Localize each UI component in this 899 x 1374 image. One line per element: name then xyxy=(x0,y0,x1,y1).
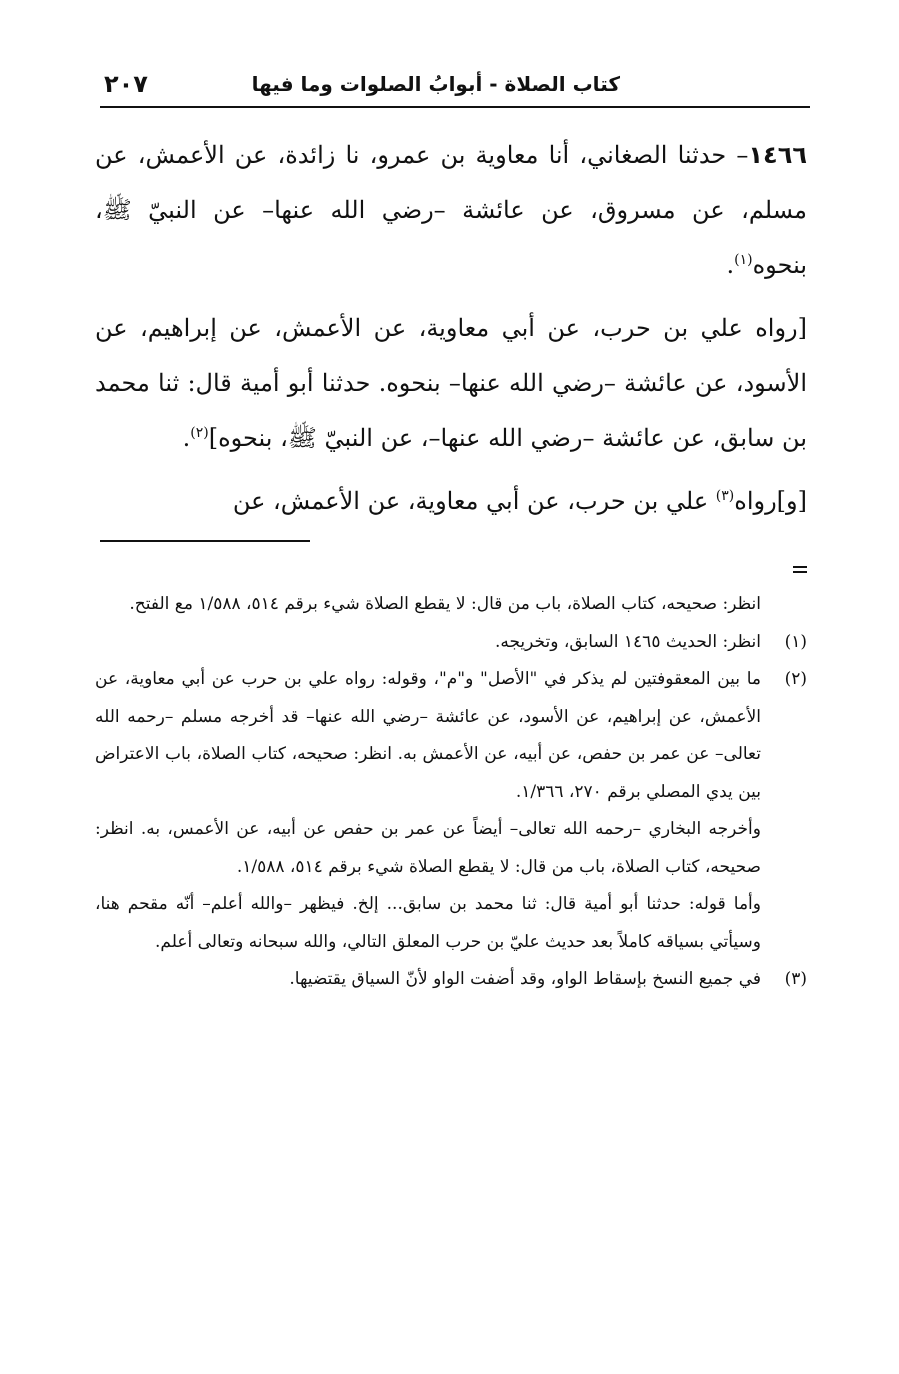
hadith-3-text: علي بن حرب، عن أبي معاوية، عن الأعمش، عن xyxy=(232,487,716,515)
hadith-paragraph-3 xyxy=(95,474,807,529)
footnote-2-number: (٢) xyxy=(784,669,807,689)
footnote-2-paragraph-2: وأخرجه البخاري –رحمه الله تعالى– أيضاً عن عمر بن حفص عن أبيه، عن الأعمس، به. انظر: صحيحه، كتاب الصلاة، باب من قال: لا يقطع الصلاة شيء برقم ٥١٤، ١/٥٨٨. xyxy=(95,819,761,877)
footnote-2 xyxy=(95,661,807,811)
footnote-continuation: انظر: صحيحه، كتاب الصلاة، باب من قال: لا يقطع الصلاة شيء برقم ٥١٤، ١/٥٨٨ مع الفتح. xyxy=(129,594,761,614)
footnote-3 xyxy=(95,961,807,999)
footnotes xyxy=(95,586,807,999)
main-text xyxy=(95,128,807,537)
continuation-mark xyxy=(793,566,807,573)
footnote-1 xyxy=(95,624,807,662)
footnote-separator xyxy=(100,540,310,542)
footnote-2-paragraph-3: وأما قوله: حدثنا أبو أمية قال: ثنا محمد بن سابق... إلخ. فيظهر –والله أعلم– أنّه مقحم هنا، وسيأتي بسياقه كاملاً بعد حديث عليّ بن حرب المعلق التالي، والله سبحانه وتعالى أعلم. xyxy=(95,894,761,952)
hadith-number: ١٤٦٦ xyxy=(748,141,807,169)
hadith-2-text: [رواه علي بن حرب، عن أبي معاوية، عن الأعمش، عن إبراهيم، عن الأسود، عن عائشة –رضي الله عنها– بنحوه. حدثنا أبو أمية قال: ثنا محمد بن سابق، عن عائشة –رضي الله عنها–، عن النبيّ ﷺ، بنحوه] xyxy=(95,314,807,452)
header-title: كتاب الصلاة - أبوابُ الصلوات وما فيها xyxy=(251,72,620,96)
footnote-ref-2: (٢) xyxy=(190,425,209,441)
hadith-1-text: – حدثنا الصغاني، أنا معاوية بن عمرو، نا زائدة، عن الأعمش، عن مسلم، عن مسروق، عن عائشة –رضي الله عنها– عن النبيّ ﷺ، بنحوه xyxy=(95,141,807,279)
running-header xyxy=(100,70,810,108)
footnote-3-text: في جميع النسخ بإسقاط الواو، وقد أضفت الواو لأنّ السياق يقتضيها. xyxy=(289,969,761,989)
footnote-1-text: انظر: الحديث ١٤٦٥ السابق، وتخريجه. xyxy=(494,631,761,652)
hadith-paragraph-2 xyxy=(95,301,807,466)
footnote-3-number: (٣) xyxy=(784,969,807,989)
footnote-ref-1: (١) xyxy=(734,252,753,268)
footnote-ref-3: (٣) xyxy=(715,488,735,504)
footnote-1-number: (١) xyxy=(784,631,807,652)
hadith-3-start: [و]رواه xyxy=(734,487,807,515)
footnote-2-text: ما بين المعقوفتين لم يذكر في "الأصل" و"م"، وقوله: رواه علي بن حرب عن أبي معاوية، عن الأعمش، عن إبراهيم، عن الأسود، عن عائشة –رضي الله عنها– قد أخرجه مسلم –رحمه الله تعالى– عن عمر بن حفص، عن أبيه، عن الأعمش به. انظر: صحيحه، كتاب الصلاة، باب الاعتراض بين يدي المصلي برقم ٢٧٠، ١/٣٦٦. xyxy=(95,669,761,802)
page-number: ٢٠٧ xyxy=(104,70,148,98)
hadith-paragraph-1 xyxy=(95,128,807,293)
hadith-2-end: . xyxy=(182,424,191,452)
hadith-1-end: . xyxy=(726,251,735,279)
